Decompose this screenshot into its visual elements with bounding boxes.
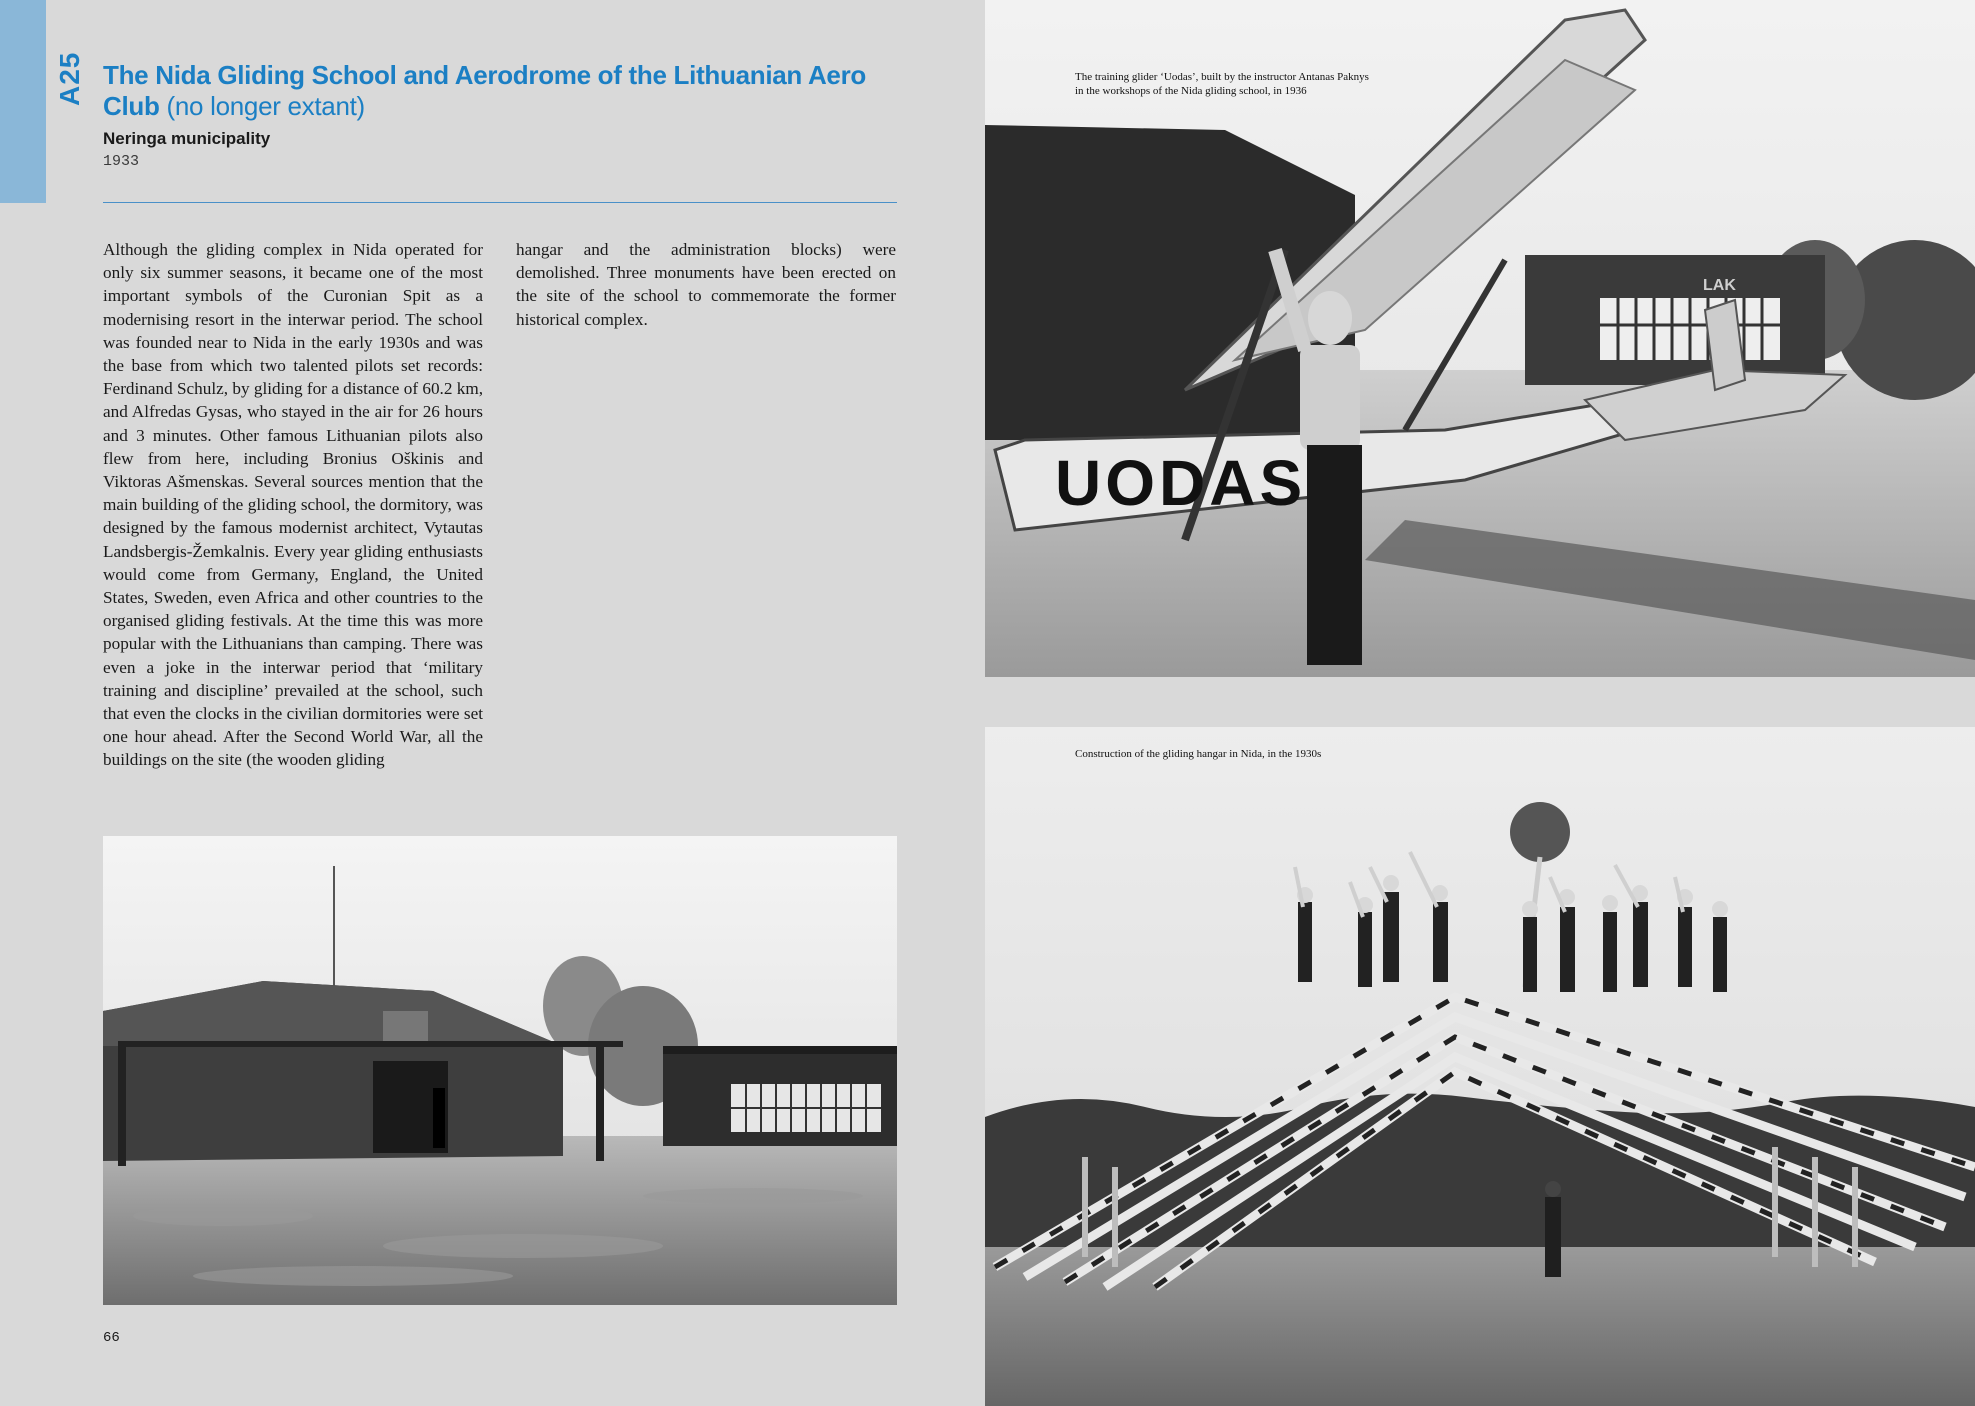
body-column-2: hangar and the administration blocks) were demolished. Three monuments have been erected on the site of the school to commemorate the former historical complex. bbox=[516, 240, 896, 329]
title-main: The Nida Gliding School and Aerodrome of the Lithuanian Aero Club bbox=[103, 60, 866, 121]
header-rule bbox=[103, 202, 897, 203]
municipality: Neringa municipality bbox=[103, 129, 271, 148]
hangar-photo bbox=[103, 836, 897, 1305]
glider-caption-line-2: in the workshops of the Nida gliding school, in 1936 bbox=[1075, 85, 1307, 97]
glider-caption bbox=[1075, 70, 1575, 98]
year: 1933 bbox=[103, 153, 140, 170]
body-column-1: Although the gliding complex in Nida operated for only six summer seasons, it became one of the most important symbols of the Curonian Spit as a modernising resort in the interwar period. The school was founded near to Nida in the early 1930s and was the base from which two talented pilots set records: Ferdinand Schulz, by gliding for a distance of 60.2 km, and Alfredas Gysas, who stayed in the air for 26 hours and 3 minutes. Other famous Lithuanian pilots also flew from here, including Bronius Oškinis and Viktoras Ašmenskas. Several sources mention that the main building of the gliding school, the dormitory, was designed by the famous modernist architect, Vytautas Landsbergis-Žemkalnis. Every year gliding enthusiasts would come from Germany, England, the United States, Sweden, even Africa and other countries to the organised gliding festivals. At the time this was more popular with the Lithuanians than camping. There was even a joke in the interwar period that ‘military training and discipline’ prevailed at the school, such that even the clocks in the civilian dormitories were set one hour ahead. After the Second World War, all the buildings on the site (the wooden gliding bbox=[103, 240, 483, 770]
glider-registration: UODAS bbox=[1055, 447, 1307, 519]
entry-title bbox=[103, 60, 903, 122]
construction-photo bbox=[985, 727, 1975, 1406]
building-sign: LAK bbox=[1703, 277, 1736, 294]
entry-code: A25 bbox=[54, 51, 85, 106]
section-tab bbox=[0, 0, 46, 203]
glider-photo bbox=[985, 0, 1975, 677]
page-number: 66 bbox=[103, 1330, 120, 1346]
construction-caption: Construction of the gliding hangar in Nida, in the 1930s bbox=[1075, 748, 1322, 760]
glider-caption-line-1: The training glider ‘Uodas’, built by the instructor Antanas Paknys bbox=[1075, 71, 1369, 83]
title-suffix: (no longer extant) bbox=[166, 91, 365, 121]
